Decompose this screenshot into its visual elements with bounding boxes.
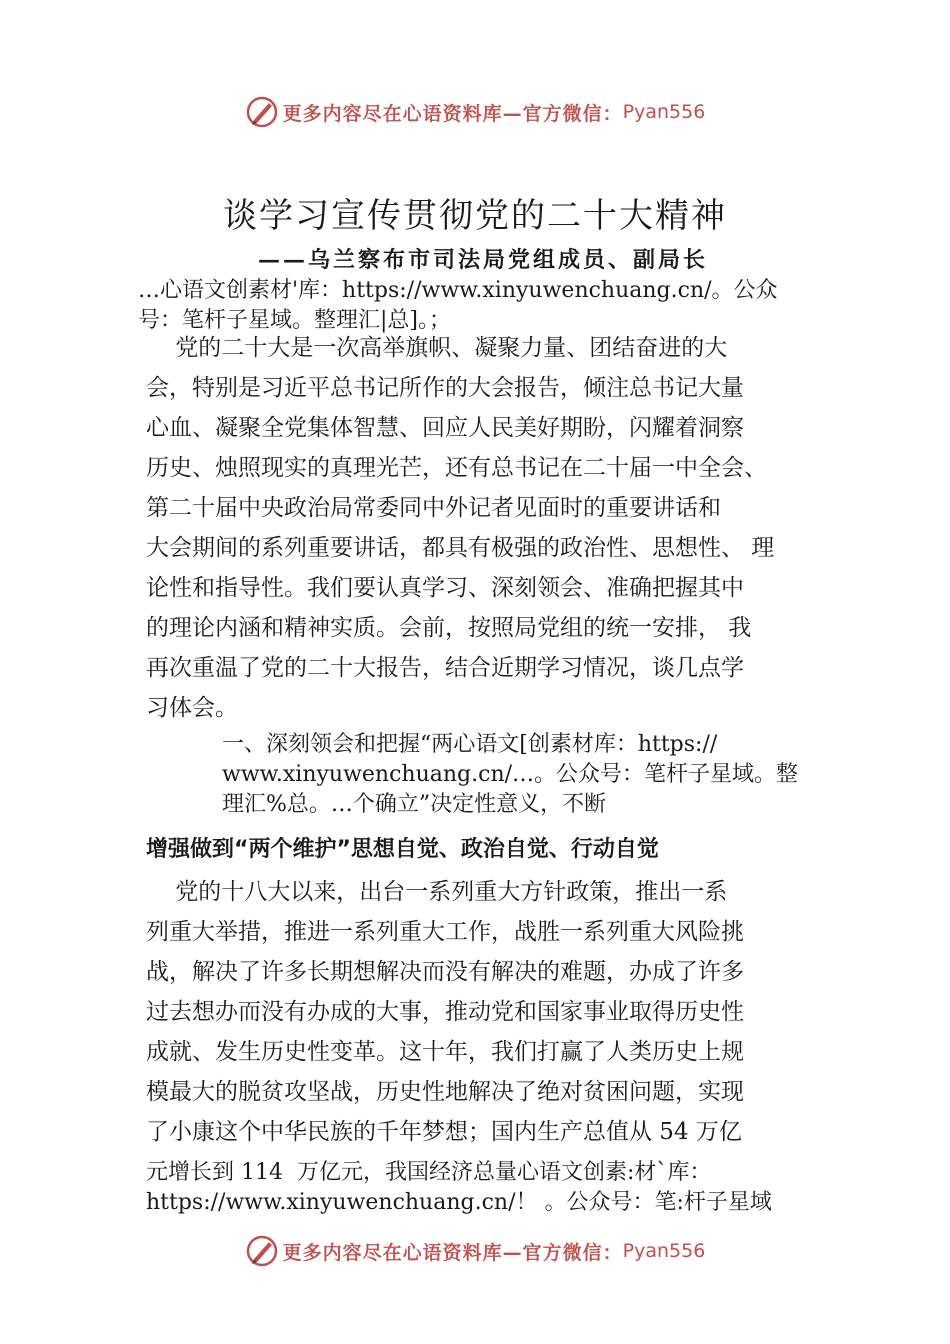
paragraph-line: 党的二十大是一次高举旗帜、凝聚力量、团结奋进的大 [146,335,728,361]
pen-logo-icon [245,1234,279,1268]
paragraph-line: https://www.xinyuwenchuang.cn/！ 。公众号：笔:杆子星域 [146,1190,772,1215]
banner-wechat-id: Pyan556 [622,1240,706,1262]
paragraph-line: 党的十八大以来，出台一系列重大方针政策，推出一系 [146,879,728,905]
section-heading-line: 一、深刻领会和把握“两心语文[创素材库：https:// [222,732,718,757]
pen-logo-icon [245,95,279,129]
paragraph-line: 元增长到 114 万亿元，我国经济总量心语文创素:材`库： [146,1160,712,1185]
paragraph-line: 大会期间的系列重要讲话，都具有极强的政治性、思想性、 理 [146,535,775,561]
header-banner [0,95,950,129]
paragraph-line: 了小康这个中华民族的千年梦想；国内生产总值从 54 万亿 [146,1119,742,1145]
section-heading-line: www.xinyuwenchuang.cn/…。公众号：笔杆子星域。整 [222,762,799,787]
paragraph-line: 再次重温了党的二十大报告，结合近期学习情况，谈几点学 [146,655,744,681]
paragraph-line: 模最大的脱贫攻坚战，历史性地解决了绝对贫困问题，实现 [146,1079,744,1105]
footer-banner [0,1234,950,1268]
paragraph-line: 心血、凝聚全党集体智慧、回应人民美好期盼，闪耀着洞察 [146,415,744,441]
section-heading-line: 理汇%总。…个确立”决定性意义，不断 [222,792,607,817]
paragraph-line: 第二十届中央政治局常委同中外记者见面时的重要讲话和 [146,495,721,521]
document-subtitle: ——乌兰察布市司法局党组成员、副局长 [258,247,709,273]
banner-text: 更多内容尽在心语资料库—官方微信： [282,1241,623,1264]
banner-text: 更多内容尽在心语资料库—官方微信： [282,102,623,125]
section-heading-bold: 增强做到“两个维护”思想自觉、政治自觉、行动自觉 [146,837,659,862]
paragraph-line: 战，解决了许多长期想解决而没有解决的难题，办成了许多 [146,959,744,985]
paragraph-line: 列重大举措，推进一系列重大工作，战胜一系列重大风险挑 [146,919,744,945]
source-note-line: 号：笔杆子星域。整理汇|总]。； [138,308,451,333]
paragraph-line: 成就、发生历史性变革。这十年，我们打赢了人类历史上规 [146,1039,744,1065]
paragraph-line: 历史、烛照现实的真理光芒，还有总书记在二十届一中全会、 [146,455,767,481]
banner-wechat-id: Pyan556 [622,101,706,123]
paragraph-line: 习体会。 [146,695,238,721]
paragraph-line: 论性和指导性。我们要认真学习、深刻领会、准确把握其中 [146,575,744,601]
document-title: 谈学习宣传贯彻党的二十大精神 [223,196,727,236]
source-note-line: …心语文创素材'库：https://www.xinyuwenchuang.cn/。公众 [138,278,778,303]
paragraph-line: 会，特别是习近平总书记所作的大会报告，倾注总书记大量 [146,375,744,401]
paragraph-line: 的理论内涵和精神实质。会前，按照局党组的统一安排， 我 [146,615,752,641]
paragraph-line: 过去想办而没有办成的大事，推动党和国家事业取得历史性 [146,999,744,1025]
